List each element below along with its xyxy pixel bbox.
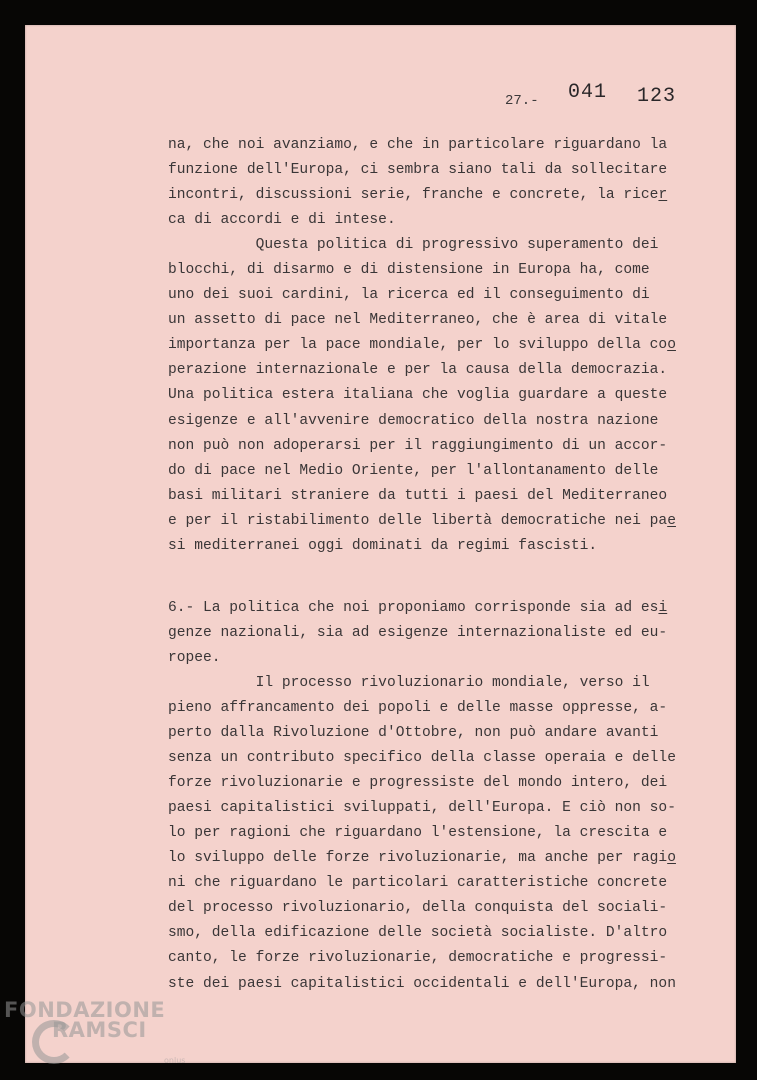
line-text: perazione internazionale e per la causa della democrazia. bbox=[168, 362, 668, 379]
line-text: do di pace nel Medio Oriente, per l'allontanamento delle bbox=[168, 462, 659, 479]
line-text: pieno affrancamento dei popoli e delle masse oppresse, a- bbox=[168, 699, 668, 716]
underlined-syllable: r bbox=[658, 187, 668, 204]
line-text: ca di accordi e di intese. bbox=[168, 212, 396, 229]
text-line bbox=[168, 946, 728, 971]
text-line bbox=[168, 696, 728, 721]
line-text: incontri, discussioni serie, franche e concrete, la rice bbox=[168, 187, 659, 204]
text-line bbox=[168, 133, 728, 158]
line-text: esigenze e all'avvenire democratico della nostra nazione bbox=[168, 412, 659, 429]
line-text: ni che riguardano le particolari caratteristiche concrete bbox=[168, 875, 668, 892]
line-text: basi militari straniere da tutti i paesi del Mediterraneo bbox=[168, 487, 668, 504]
text-line bbox=[168, 283, 728, 308]
line-text: perto dalla Rivoluzione d'Ottobre, non può andare avanti bbox=[168, 725, 659, 742]
line-text: na, che noi avanziamo, e che in particolare riguardano la bbox=[168, 137, 668, 153]
paragraph bbox=[168, 596, 728, 671]
text-line bbox=[168, 183, 728, 208]
text-line bbox=[168, 646, 728, 671]
underlined-syllable: i bbox=[658, 599, 668, 616]
line-text: un assetto di pace nel Mediterraneo, che è area di vitale bbox=[168, 312, 668, 329]
text-line bbox=[168, 484, 728, 509]
watermark-line1: FONDAZIONE bbox=[4, 998, 166, 1022]
section-gap bbox=[168, 559, 728, 596]
text-line bbox=[168, 796, 728, 821]
watermark-logo bbox=[4, 998, 194, 1078]
text-line bbox=[168, 671, 728, 696]
text-line bbox=[168, 771, 728, 796]
archive-stamp-sequence: 123 bbox=[637, 85, 677, 108]
text-line bbox=[168, 972, 728, 997]
text-line bbox=[168, 746, 728, 771]
line-text: Una politica estera italiana che voglia guardare a queste bbox=[168, 387, 668, 404]
text-line bbox=[168, 358, 728, 383]
line-text: ste dei paesi capitalistici occidentali e dell'Europa, non bbox=[168, 975, 676, 992]
text-line bbox=[168, 409, 728, 434]
line-text: 6.- La politica che noi proponiamo corrisponde sia ad es bbox=[168, 599, 659, 616]
text-line bbox=[168, 509, 728, 534]
line-text: canto, le forze rivoluzionarie, democratiche e progressi- bbox=[168, 950, 668, 967]
line-text: Questa politica di progressivo superamento dei bbox=[168, 237, 659, 254]
line-text: si mediterranei oggi dominati da regimi fascisti. bbox=[168, 537, 598, 554]
text-line bbox=[168, 308, 728, 333]
line-text: e per il ristabilimento delle libertà democratiche nei pa bbox=[168, 512, 668, 529]
watermark-line2: RAMSCI bbox=[52, 1018, 147, 1042]
line-text: importanza per la pace mondiale, per lo sviluppo della co bbox=[168, 337, 668, 354]
text-line bbox=[168, 721, 728, 746]
line-text: lo per ragioni che riguardano l'estensione, la crescita e bbox=[168, 825, 668, 842]
text-line bbox=[168, 208, 728, 233]
line-text: smo, della edificazione delle società socialiste. D'altro bbox=[168, 925, 668, 942]
text-line bbox=[168, 233, 728, 258]
line-text: paesi capitalistici sviluppati, dell'Europa. E ciò non so- bbox=[168, 800, 676, 817]
line-text: blocchi, di disarmo e di distensione in Europa ha, come bbox=[168, 262, 650, 279]
watermark-suffix: onlus bbox=[164, 1056, 186, 1065]
text-line bbox=[168, 333, 728, 358]
text-line bbox=[168, 434, 728, 459]
line-text: lo sviluppo delle forze rivoluzionarie, ma anche per ragi bbox=[168, 850, 668, 867]
text-line bbox=[168, 921, 728, 946]
underlined-syllable: e bbox=[667, 512, 676, 529]
text-line bbox=[168, 158, 728, 183]
paragraph bbox=[168, 671, 728, 997]
line-text: senza un contributo specifico della classe operaia e delle bbox=[168, 750, 676, 767]
line-text: forze rivoluzionarie e progressiste del mondo intero, dei bbox=[168, 775, 668, 792]
text-line bbox=[168, 871, 728, 896]
body-text bbox=[168, 133, 728, 997]
underlined-syllable: o bbox=[667, 337, 676, 354]
document-page bbox=[25, 25, 736, 1063]
text-line bbox=[168, 846, 728, 871]
text-line bbox=[168, 896, 728, 921]
line-text: Il processo rivoluzionario mondiale, verso il bbox=[168, 674, 650, 691]
text-line bbox=[168, 459, 728, 484]
underlined-syllable: o bbox=[667, 850, 676, 867]
line-text: non può non adoperarsi per il raggiungimento di un accor- bbox=[168, 437, 668, 454]
line-text: genze nazionali, sia ad esigenze internazionaliste ed eu- bbox=[168, 624, 668, 641]
paragraph bbox=[168, 133, 728, 233]
line-text: ropee. bbox=[168, 649, 221, 666]
line-text: del processo rivoluzionario, della conquista del sociali- bbox=[168, 900, 668, 917]
text-line bbox=[168, 383, 728, 408]
text-line bbox=[168, 621, 728, 646]
archive-stamp-number: 041 bbox=[568, 81, 608, 104]
text-line bbox=[168, 821, 728, 846]
page-number: 27.- bbox=[505, 93, 539, 109]
paragraph bbox=[168, 233, 728, 559]
line-text: funzione dell'Europa, ci sembra siano tali da sollecitare bbox=[168, 162, 668, 179]
text-line bbox=[168, 534, 728, 559]
line-text: uno dei suoi cardini, la ricerca ed il conseguimento di bbox=[168, 287, 650, 304]
text-line bbox=[168, 258, 728, 283]
text-line bbox=[168, 596, 728, 621]
